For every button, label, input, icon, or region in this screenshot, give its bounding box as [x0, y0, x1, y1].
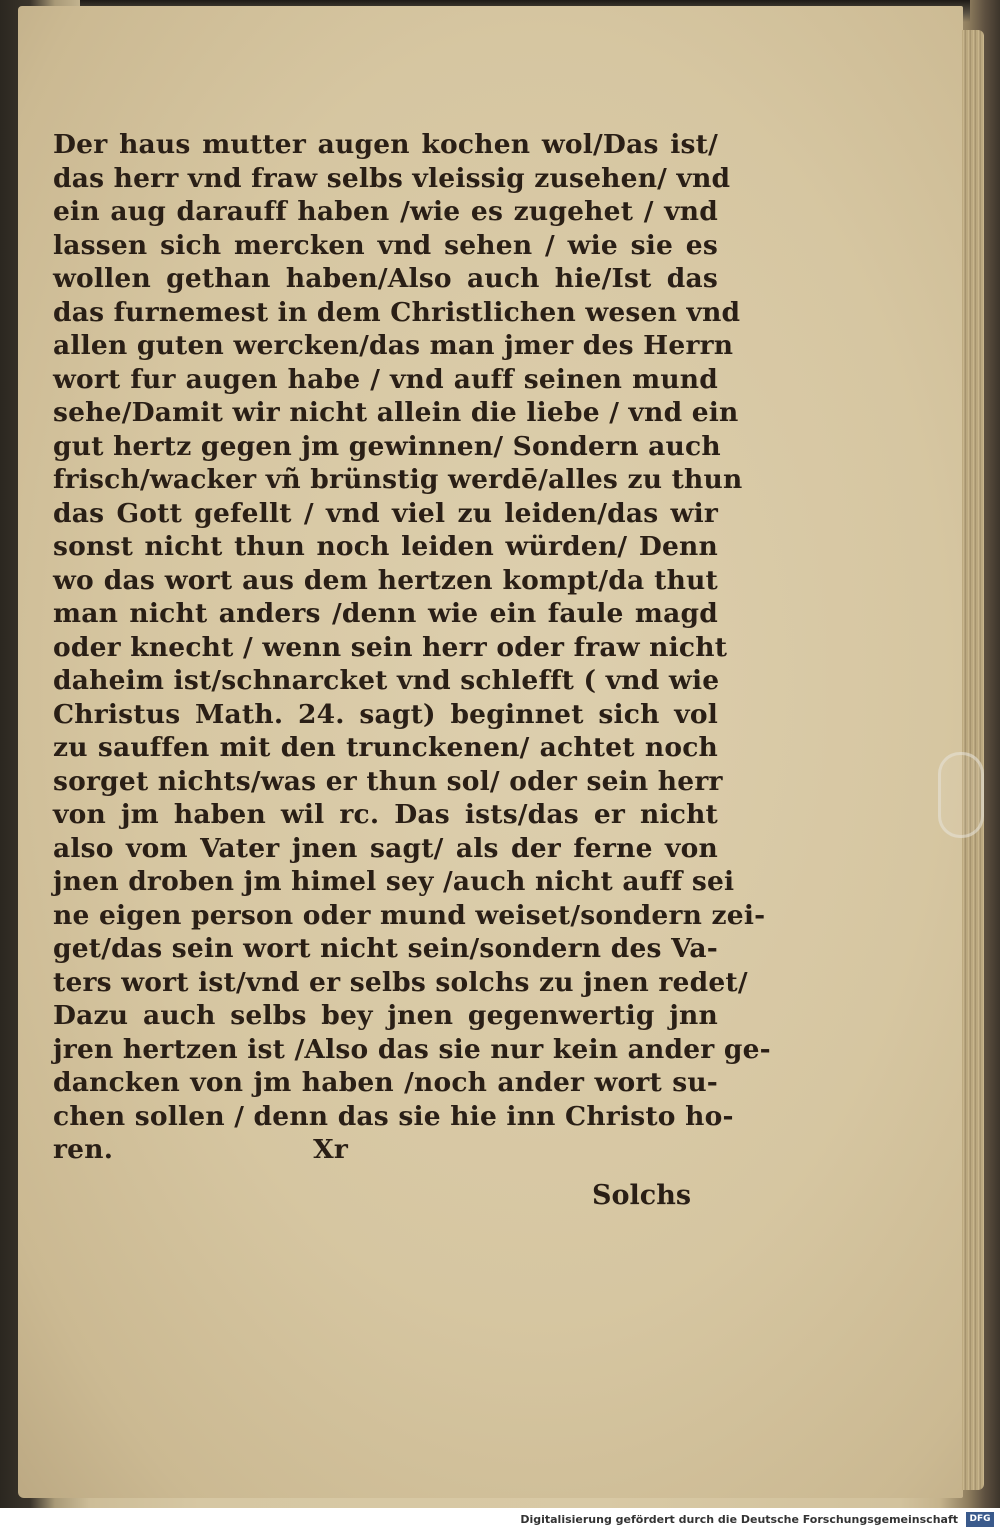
text-line: Dazu auch selbs bey jnen gegenwertig jnn [53, 1000, 718, 1031]
text-line: wort fur augen habe / vnd auff seinen mund [53, 363, 718, 395]
text-line: daheim ist/schnarcket vnd schlefft ( vnd wie [53, 665, 720, 696]
footer-bar [0, 1508, 1000, 1533]
text-line: sehe/Damit wir nicht allein die liebe / vnd ein [53, 397, 739, 428]
text-line: von jm haben wil rc. Das ists/das er nicht [53, 799, 718, 830]
text-line-last [53, 1133, 718, 1167]
footer-credit: Digitalisierung gefördert durch die Deutsche Forschungsgemeinschaft [520, 1513, 958, 1526]
text-line: wollen gethan haben/Also auch hie/Ist das [53, 263, 718, 294]
text-line: sorget nichts/was er thun sol/ oder sein herr [53, 765, 723, 797]
text-line: Christus Math. 24. sagt) beginnet sich vol [53, 698, 718, 730]
text-line: zu sauffen mit den trunckenen/ achtet noch [53, 732, 718, 763]
text-line: ters wort ist/vnd er selbs solchs zu jnen redet/ [53, 966, 748, 998]
signature-mark: Xr [313, 1134, 349, 1165]
text-line: jnen droben jm himel sey /auch nicht auff sei [53, 866, 735, 897]
text-block [53, 128, 771, 1167]
text-line: ein aug darauff haben /wie es zugehet / vnd [53, 196, 718, 227]
text-line: das furnemest in dem Christlichen wesen vnd [53, 296, 741, 328]
text-line: das herr vnd fraw selbs vleissig zusehen/ vnd [53, 162, 731, 194]
text-line: ne eigen person oder mund weiset/sondern zei- [53, 899, 766, 931]
text-line: oder knecht / wenn sein herr oder fraw nicht [53, 631, 728, 663]
text-line: also vom Vater jnen sagt/ als der ferne von [53, 832, 718, 864]
text-line: sonst nicht thun noch leiden würden/ Denn [53, 531, 718, 562]
text-line: Der haus mutter augen kochen wol/Das ist/ [53, 129, 718, 160]
dfg-logo: DFG [966, 1512, 994, 1527]
text-line: allen guten wercken/das man jmer des Herrn [53, 330, 734, 361]
text-line: jren hertzen ist /Also das sie nur kein ander ge- [53, 1033, 771, 1065]
text-line: man nicht anders /denn wie ein faule magd [53, 598, 718, 629]
text-line: chen sollen / denn das sie hie inn Christo ho- [53, 1100, 734, 1132]
text-line: frisch/wacker vñ brünstig werdē/alles zu thun [53, 464, 743, 495]
text-line: dancken von jm haben /noch ander wort su- [53, 1067, 718, 1098]
book-clip [938, 752, 984, 838]
last-line-text: ren. [53, 1134, 114, 1165]
text-line: gut hertz gegen jm gewinnen/ Sondern auch [53, 430, 721, 462]
text-line: das Gott gefellt / vnd viel zu leiden/das wir [53, 497, 718, 529]
text-line: wo das wort aus dem hertzen kompt/da thut [53, 564, 718, 596]
catchword: Solchs [592, 1180, 692, 1211]
text-line: get/das sein wort nicht sein/sondern des Va- [53, 933, 718, 964]
text-line: lassen sich mercken vnd sehen / wie sie es [53, 229, 718, 261]
